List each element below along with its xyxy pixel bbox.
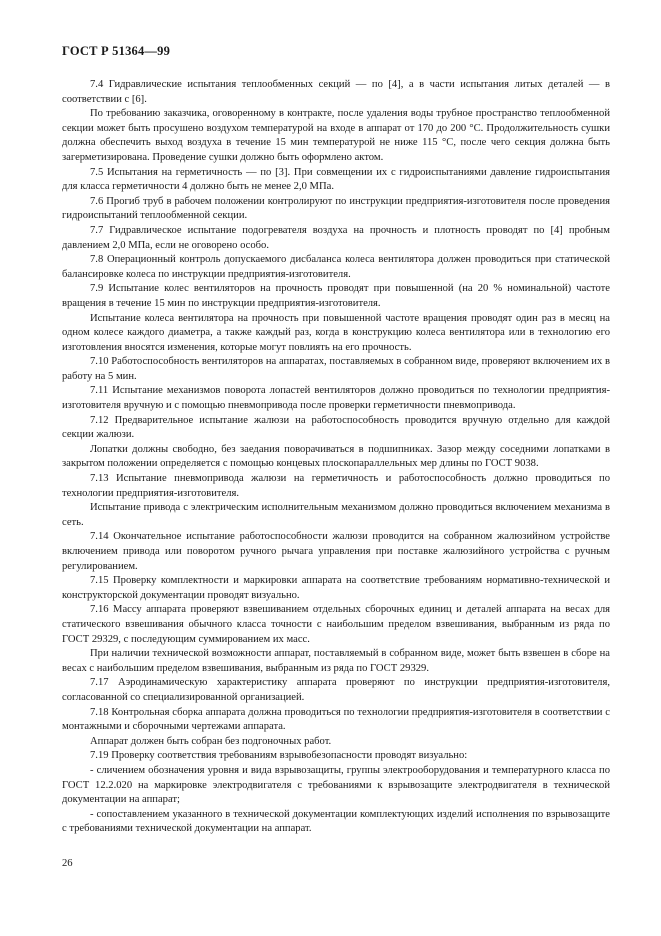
paragraph: 7.13 Испытание пневмопривода жалюзи на герметичность и работоспособность должно проводиться по технологии предприятия-изготовителя. (62, 473, 610, 499)
paragraph: По требованию заказчика, оговоренному в контракте, после удаления воды трубное пространство теплообменной секции может быть просушено воздухом температурой на входе в аппарат от 170 до 200 °С. Продолжительность сушки должна обеспечить выход воздуха в течение 15 мин температурой не ниже 115 °С, после чего секция должна быть загерметизирована. Проведение сушки должно быть оформлено актом. (62, 108, 610, 163)
paragraph: Испытание привода с электрическим исполнительным механизмом должно проводиться включением механизма в сеть. (62, 502, 610, 528)
paragraph: 7.12 Предварительное испытание жалюзи на работоспособность проводится вручную отдельно для каждой секции жалюзи. (62, 414, 610, 441)
paragraph: 7.4 Гидравлические испытания теплообменных секций — по [4], а в части испытания литых деталей — в соответствии с [6]. (62, 79, 610, 105)
body-text (62, 78, 610, 837)
paragraph: - сличением обозначения уровня и вида взрывозащиты, группы электрооборудования и температурного класса по ГОСТ 12.2.020 на маркировке электродвигателя с требованиями к взрывозащите электродвигателя в технической документации на аппарат; (62, 764, 610, 806)
standard-header: ГОСТ Р 51364—99 (62, 44, 171, 58)
paragraph: 7.9 Испытание колес вентиляторов на прочность проводят при повышенной (на 20 % номинальной) частоте вращения в течение 15 мин по инструкции предприятия-изготовителя. (62, 283, 610, 309)
paragraph: 7.5 Испытания на герметичность — по [3]. При совмещении их с гидроиспытаниями давление гидроиспытания для класса герметичности 4 должно быть не менее 2,0 МПа. (62, 166, 610, 193)
paragraph: 7.15 Проверку комплектности и маркировки аппарата на соответствие требованиям нормативно-технической и конструкторской документации проводят визуально. (62, 575, 610, 601)
paragraph: 7.6 Прогиб труб в рабочем положении контролируют по инструкции предприятия-изготовителя после проведения гидроиспытаний теплообменной секции. (62, 195, 610, 222)
paragraph: 7.14 Окончательное испытание работоспособности жалюзи проводится на собранном жалюзийном устройстве включением привода или поворотом ручного рычага управления при поставке жалюзийного устройства с ручным регулированием. (62, 531, 610, 572)
paragraph: 7.17 Аэродинамическую характеристику аппарата проверяют по инструкции предприятия-изготовителя, согласованной со специализированной организацией. (62, 677, 610, 703)
paragraph: 7.11 Испытание механизмов поворота лопастей вентиляторов должно проводиться по технологии предприятия-изготовителя вручную и с помощью пневмопривода после проверки герметичности пневмопривода. (62, 385, 610, 412)
paragraph: 7.7 Гидравлическое испытание подогревателя воздуха на прочность и плотность проводят по [4] пробным давлением 2,0 МПа, если не оговорено особо. (62, 224, 610, 251)
paragraph: 7.8 Операционный контроль допускаемого дисбаланса колеса вентилятора должен проводиться при статической балансировке колеса по инструкции предприятия-изготовителя. (62, 254, 610, 280)
page-number: 26 (62, 858, 73, 869)
paragraph: Лопатки должны свободно, без заедания поворачиваться в подшипниках. Зазор между соседними лопатками в закрытом положении определяется с помощью концевых плоскопараллельных мер длины по ГОСТ 9038. (62, 443, 610, 470)
paragraph: Аппарат должен быть собран без подгоночных работ. (90, 735, 332, 747)
paragraph: - сопоставлением указанного в технической документации комплектующих изделий исполнения по взрывозащите с требованиями технической документации на аппарат. (62, 808, 610, 835)
paragraph: Испытание колеса вентилятора на прочность при повышенной частоте вращения проводят один раз в месяц на одном колесе каждого диаметра, а также каждый раз, когда в конструкцию колеса вентилятора или в технологию его изготовления вносятся изменения, которые могут повлиять на его прочность. (62, 312, 610, 353)
paragraph: 7.19 Проверку соответствия требованиям взрывобезопасности проводят визуально: (90, 750, 468, 762)
paragraph: 7.10 Работоспособность вентиляторов на аппаратах, поставляемых в собранном виде, проверяют включением их в работу на 5 мин. (62, 356, 610, 382)
paragraph: При наличии технической возможности аппарат, поставляемый в собранном виде, может быть взвешен в сборе на весах с наибольшим пределом взвешивания, выбранным из ряда по ГОСТ 29329. (62, 648, 610, 674)
paragraph: 7.18 Контрольная сборка аппарата должна проводиться по технологии предприятия-изготовителя в соответствии с монтажными и сборочными чертежами аппарата. (62, 706, 610, 733)
paragraph: 7.16 Массу аппарата проверяют взвешиванием отдельных сборочных единиц и деталей аппарата на весах для статического взвешивания обычного класса точности с наибольшим пределом взвешивания, выбранным из ряда по ГОСТ 29329, с последующим суммированием их масс. (62, 604, 610, 645)
